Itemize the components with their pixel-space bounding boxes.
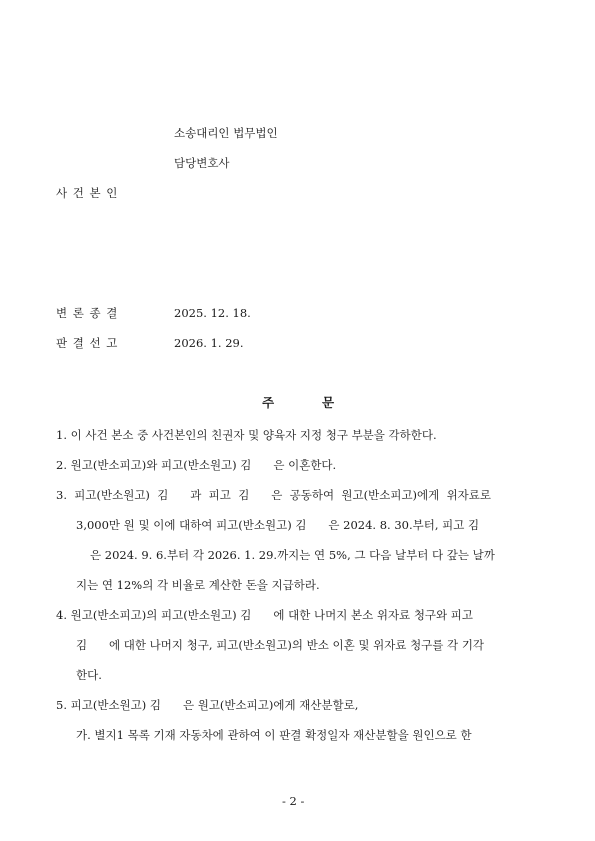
order-item-3-line-3: 은 2024. 9. 6.부터 각 2026. 1. 29.까지는 연 5%, 그 다음 날부터 다 갚는 날까 — [90, 548, 495, 562]
counsel-firm: 소송대리인 법무법인 — [174, 126, 278, 140]
order-item-4-line-1: 4. 원고(반소피고)의 피고(반소원고) 김 에 대한 나머지 본소 위자료 청구와 피고 — [56, 608, 474, 622]
case-principal-label: 사 건 본 인 — [56, 186, 119, 200]
order-item-1: 1. 이 사건 본소 중 사건본인의 친권자 및 양육자 지정 청구 부분을 각하한다. — [56, 428, 437, 442]
judgment-date: 2026. 1. 29. — [174, 336, 244, 350]
order-item-4-line-3: 한다. — [76, 668, 102, 682]
closing-label: 변 론 종 결 — [56, 306, 119, 320]
order-item-5-line-2: 가. 별지1 목록 기재 자동차에 관하여 이 판결 확정일자 재산분할을 원인으로 한 — [76, 728, 472, 742]
order-item-3-line-4: 지는 연 12%의 각 비율로 계산한 돈을 지급하라. — [76, 578, 320, 592]
page-number: - 2 - — [282, 794, 305, 808]
order-item-2: 2. 원고(반소피고)와 피고(반소원고) 김 은 이혼한다. — [56, 458, 337, 472]
section-heading-right: 문 — [322, 395, 335, 410]
order-item-3-line-1: 3. 피고(반소원고) 김 과 피고 김 은 공동하여 원고(반소피고)에게 위자료로 — [56, 488, 492, 502]
section-heading-left: 주 — [262, 395, 275, 410]
closing-date: 2025. 12. 18. — [174, 306, 251, 320]
judgment-label: 판 결 선 고 — [56, 336, 119, 350]
order-item-4-line-2: 김 에 대한 나머지 청구, 피고(반소원고)의 반소 이혼 및 위자료 청구를 각 기각 — [76, 638, 485, 652]
counsel-attorney: 담당변호사 — [174, 156, 230, 170]
order-item-5-line-1: 5. 피고(반소원고) 김 은 원고(반소피고)에게 재산분할로, — [56, 698, 359, 712]
order-item-3-line-2: 3,000만 원 및 이에 대하여 피고(반소원고) 김 은 2024. 8. 30.부터, 피고 김 — [76, 518, 480, 532]
